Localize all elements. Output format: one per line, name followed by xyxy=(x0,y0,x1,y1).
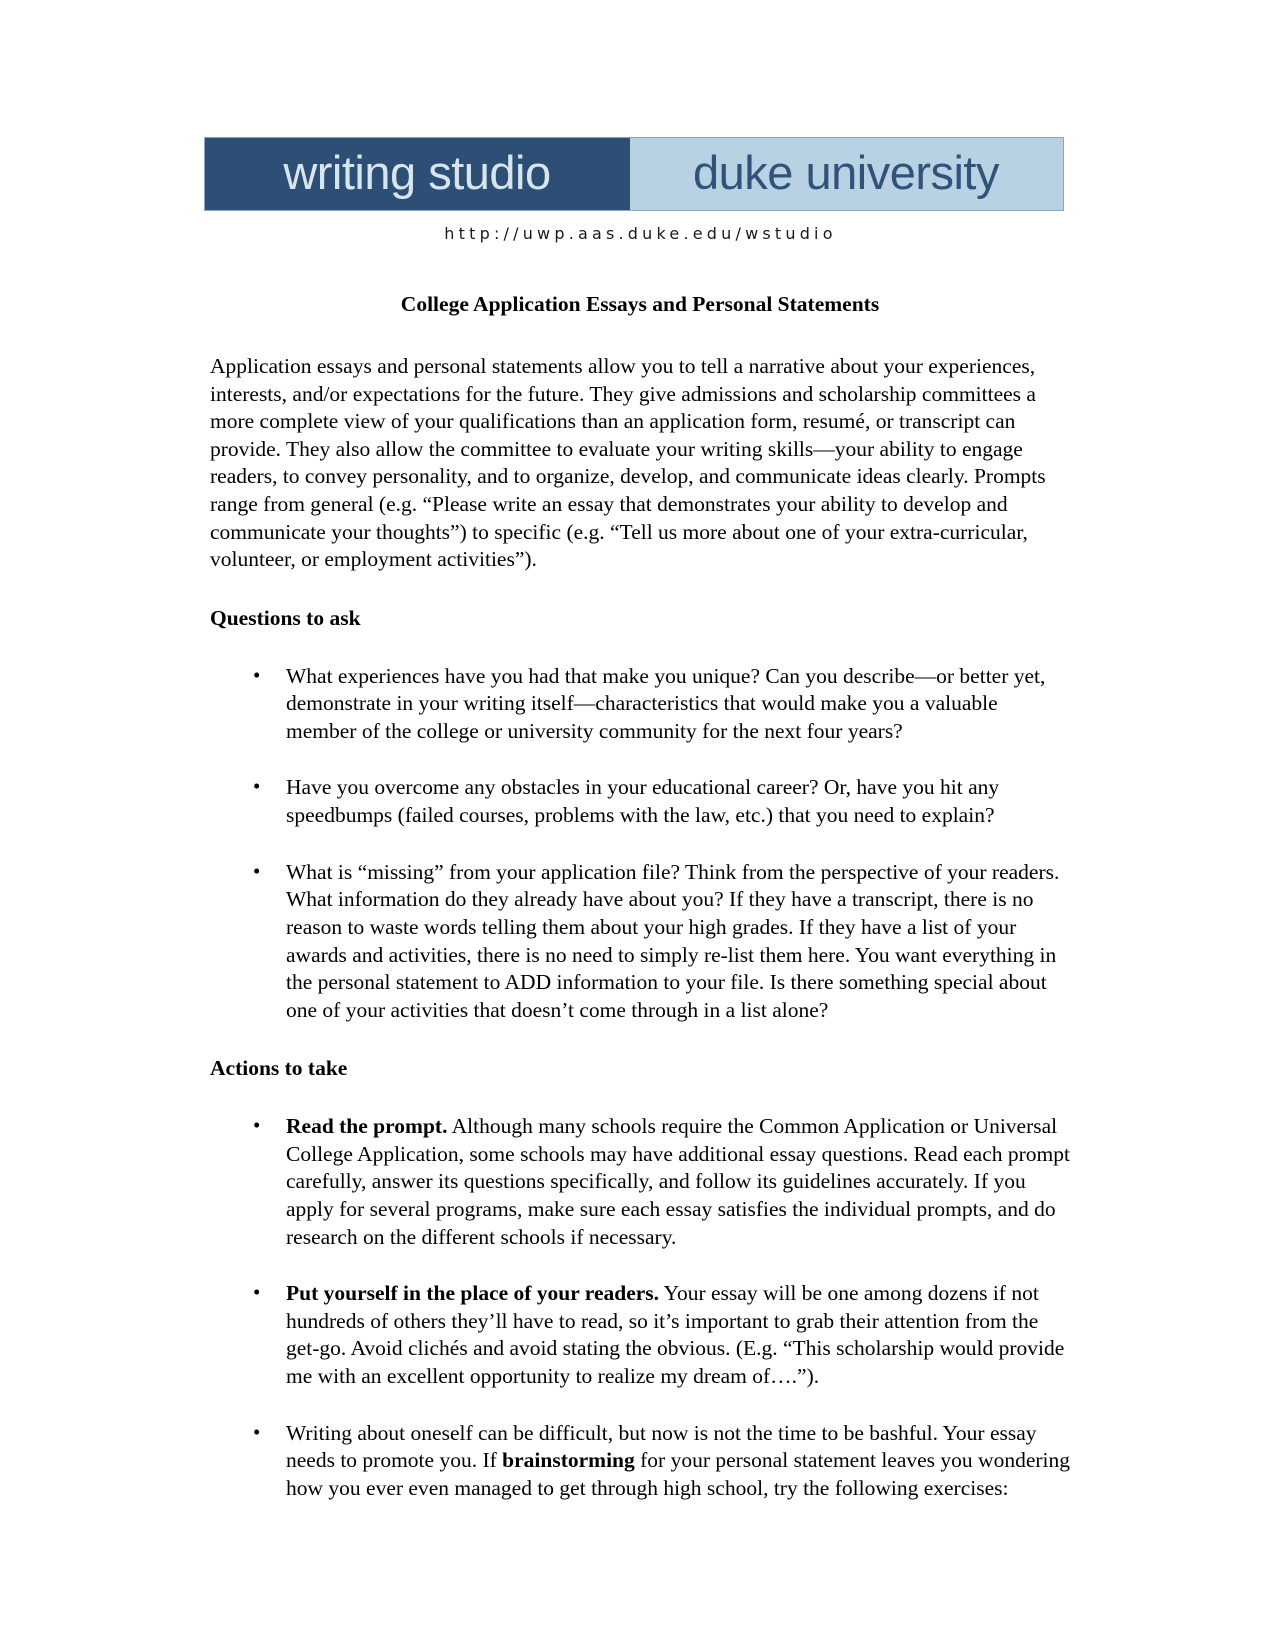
list-item-text-after-bold: for your personal statement leaves you wondering how you ever even managed to get through high school, try the following exercises: xyxy=(286,1448,1070,1500)
section-heading-questions-to-ask: Questions to ask xyxy=(210,605,361,630)
logo-duke-university-text: duke university xyxy=(693,145,999,199)
logo-writing-studio-text: writing studio xyxy=(283,145,551,199)
logo-left-panel xyxy=(205,138,630,210)
list-item-lead: Put yourself in the place of your readers. xyxy=(286,1281,660,1306)
list-item xyxy=(210,1113,1070,1251)
list-item xyxy=(210,663,1070,746)
page-header xyxy=(198,0,1078,243)
list-item-lead: Read the prompt. xyxy=(286,1114,448,1139)
writing-studio-duke-logo xyxy=(204,137,1064,211)
list-item xyxy=(210,1420,1070,1503)
list-item xyxy=(210,859,1070,1025)
list-item-text-before-bold: Writing about oneself can be difficult, but now is not the time to be bashful. Your essay needs to promote you. If xyxy=(286,1420,1037,1473)
document-body xyxy=(205,291,1070,1503)
list-item-text: What is “missing” from your application file? Think from the perspective of your readers. What information do they already have about you? If they have a transcript, there is no reason to waste words telling them about your high grades. If they have a list of your awards and activities, there is no need to simply re-list them here. You want everything in the personal statement to ADD information to your file. Is there something special about one of your activities that doesn’t come through in a list alone? xyxy=(286,859,1060,1022)
intro-paragraph: Application essays and personal statements allow you to tell a narrative about your experiences, interests, and/or expectations for the future. They give admissions and scholarship committees a more complete view of your qualifications than an application form, resumé, or transcript can provide. They also allow the committee to evaluate your writing skills—your ability to engage readers, to convey personality, and to organize, develop, and communicate ideas clearly. Prompts range from general (e.g. “Please write an essay that demonstrates your ability to develop and communicate your thoughts”) to specific (e.g. “Tell us more about one of your extra-curricular, volunteer, or employment activities”). xyxy=(210,353,1046,572)
list-item xyxy=(210,774,1070,829)
section-heading-actions-to-take: Actions to take xyxy=(210,1056,348,1081)
list-item-bold-word: brainstorming xyxy=(502,1448,635,1473)
questions-to-ask-list xyxy=(210,663,1070,1025)
list-item-text: What experiences have you had that make you unique? Can you describe—or better yet, demonstrate in your writing itself—characteristics that would make you a valuable member of the college or university community for the next four years? xyxy=(286,663,1046,743)
list-item-text: Your essay will be one among dozens if not hundreds of others they’ll have to read, so it’s important to grab their attention from the get-go. Avoid clichés and avoid stating the obvious. (E.g. “This scholarship would provide me with an excellent opportunity to realize my dream of….”). xyxy=(286,1281,1065,1389)
list-item-text: Although many schools require the Common Application or Universal College Application, some schools may have additional essay questions. Read each prompt carefully, answer its questions specifically, and follow its guidelines accurately. If you apply for several programs, make sure each essay satisfies the individual prompts, and do research on the different schools if necessary. xyxy=(286,1114,1070,1249)
logo-right-panel xyxy=(630,138,1063,210)
list-item xyxy=(210,1280,1070,1391)
list-item-text: Have you overcome any obstacles in your educational career? Or, have you hit any speedbumps (failed courses, problems with the law, etc.) that you need to explain? xyxy=(286,775,1000,828)
actions-to-take-list xyxy=(210,1113,1070,1503)
site-url-text: http://uwp.aas.duke.edu/wstudio xyxy=(444,224,837,243)
page-title: College Application Essays and Personal Statements xyxy=(400,292,880,316)
